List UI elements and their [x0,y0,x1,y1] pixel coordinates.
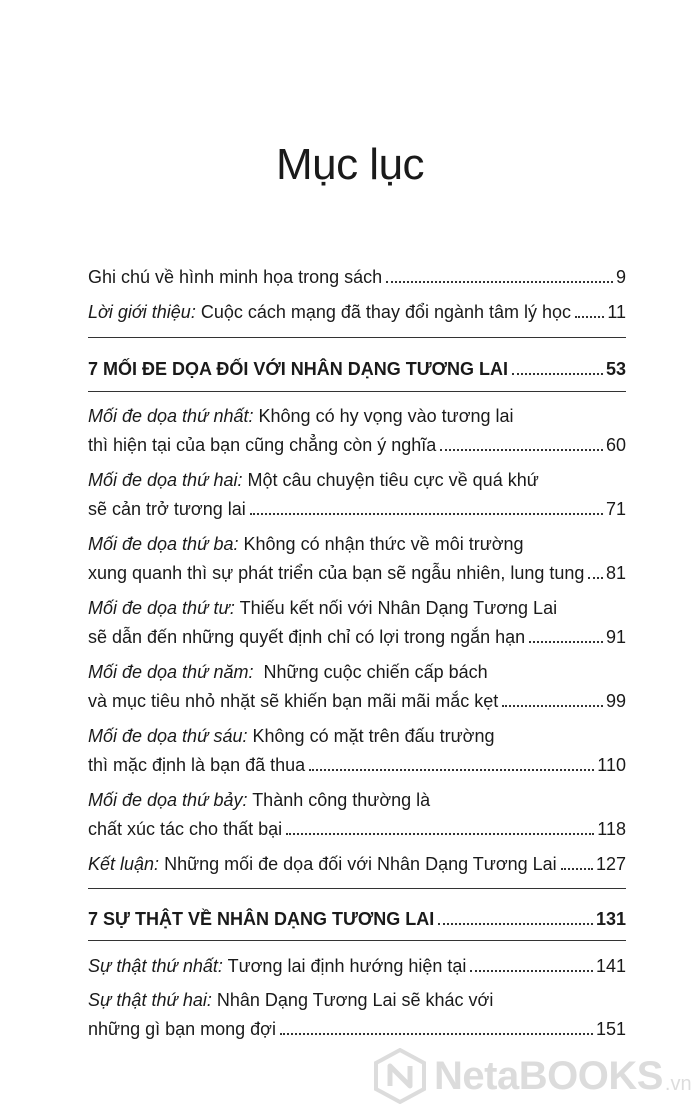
toc-page-number: 81 [605,563,626,583]
toc-entry-label: Mối đe dọa thứ ba: [88,534,239,554]
toc-entry-line1[interactable] [88,657,626,683]
toc-entry-line1[interactable] [88,401,626,427]
toc-part-heading[interactable] [88,354,626,380]
toc-entry-label: Lời giới thiệu: [88,302,196,322]
dot-leader [440,439,603,451]
toc-page-number: 53 [605,359,626,379]
toc-page-number: 99 [605,691,626,711]
section-divider [88,888,626,889]
dot-leader [386,271,613,283]
toc-entry-label: Sự thật thứ hai: [88,990,212,1010]
toc-entry-text: Không có mặt trên đấu trường [247,726,495,746]
dot-leader [438,913,593,925]
toc-entry-truth-1[interactable] [88,951,626,977]
toc-entry-text: thì mặc định là bạn đã thua [88,755,306,775]
toc-entry-text: Tương lai định hướng hiện tại [222,956,467,976]
watermark-tld: .vn [664,1072,692,1095]
toc-entry-label: Sự thật thứ nhất: [88,956,223,976]
toc-entry-label: Mối đe dọa thứ hai: [88,470,243,490]
toc-entry-text: Không có hy vọng vào tương lai [253,406,514,426]
dot-leader [575,306,604,318]
toc-entry-line2[interactable] [88,686,626,712]
dot-leader [309,759,594,771]
toc-entry-line2[interactable] [88,494,626,520]
toc-entry-text: xung quanh thì sự phát triển của bạn sẽ ngẫu nhiên, lung tung [88,563,585,583]
toc-entry-introduction[interactable] [88,297,626,323]
dot-leader [512,363,603,375]
toc-page-number: 60 [605,435,626,455]
part-title: 7 SỰ THẬT VỀ NHÂN DẠNG TƯƠNG LAI [88,909,435,929]
toc-entry-line2[interactable] [88,750,626,776]
page-title: Mục lục [275,140,425,189]
toc-entry-text: những gì bạn mong đợi [88,1019,276,1039]
toc-entry-label: Mối đe dọa thứ bảy: [88,790,248,810]
toc-entry-line1[interactable] [88,721,626,747]
toc-entry-illustrations[interactable] [88,262,626,288]
dot-leader [561,858,593,870]
part-title: 7 MỐI ĐE DỌA ĐỐI VỚI NHÂN DẠNG TƯƠNG LAI [88,359,508,379]
toc-entry-text: và mục tiêu nhỏ nhặt sẽ khiến bạn mãi mãi mắc kẹt [88,691,499,711]
toc-entry-text: Những mối đe dọa đối với Nhân Dạng Tương Lai [159,854,557,874]
toc-entry-line2[interactable] [88,558,626,584]
dot-leader [588,567,603,579]
toc-page-number: 131 [595,909,626,929]
toc-entry-text: Một câu chuyện tiêu cực về quá khứ [242,470,539,490]
toc-page-number: 71 [605,499,626,519]
toc-entry-line2[interactable] [88,622,626,648]
toc-part-heading[interactable] [88,904,626,930]
toc-entry-line2[interactable] [88,814,626,840]
toc-page-number: 9 [615,267,626,287]
toc-entry-label: Mối đe dọa thứ tư: [88,598,235,618]
toc-entry-line1[interactable] [88,985,626,1011]
netabooks-logo-icon [372,1048,428,1104]
watermark-brand: NetaBOOKS [434,1053,663,1098]
dot-leader [529,631,603,643]
toc-entry-line2[interactable] [88,1014,626,1040]
toc-page-number: 110 [597,755,626,775]
toc-entry-text: Không có nhận thức về môi trường [238,534,524,554]
toc-entry-label: Mối đe dọa thứ sáu: [88,726,248,746]
toc-entry-line1[interactable] [88,785,626,811]
dot-leader [502,695,603,707]
dot-leader [250,503,603,515]
toc-entry-text: sẽ cản trở tương lai [88,499,246,519]
section-divider [88,391,626,392]
toc-entry-line1[interactable] [88,529,626,555]
toc-entry-conclusion[interactable] [88,849,626,875]
toc-entry-label: Mối đe dọa thứ nhất: [88,406,254,426]
section-divider [88,940,626,941]
toc-entry-text: chất xúc tác cho thất bại [88,819,283,839]
toc-entry-text: Những cuộc chiến cấp bách [253,662,488,682]
toc-entry-label: Mối đe dọa thứ năm: [88,662,254,682]
toc-entry-line1[interactable] [88,465,626,491]
toc-entry-text: Cuộc cách mạng đã thay đổi ngành tâm lý học [195,302,572,322]
dot-leader [280,1023,593,1035]
toc-page-number: 141 [595,956,626,976]
dot-leader [286,823,594,835]
toc-page-number: 151 [595,1019,626,1039]
dot-leader [470,960,593,972]
section-divider [88,337,626,338]
toc-entry-line1[interactable] [88,593,626,619]
toc-entry-text: Thiếu kết nối với Nhân Dạng Tương Lai [234,598,558,618]
toc-entry-text: Ghi chú về hình minh họa trong sách [88,267,383,287]
toc-entry-text: Thành công thường là [247,790,431,810]
toc-entry-label: Kết luận: [88,854,160,874]
toc-page-number: 91 [605,627,626,647]
toc-page-number: 118 [597,819,626,839]
toc-entry-text: Nhân Dạng Tương Lai sẽ khác với [211,990,494,1010]
watermark [372,1046,692,1106]
toc-page-number: 127 [595,854,626,874]
toc-entry-text: thì hiện tại của bạn cũng chẳng còn ý nghĩa [88,435,437,455]
toc-page-number: 11 [607,302,626,322]
toc-entry-text: sẽ dẫn đến những quyết định chỉ có lợi trong ngắn hạn [88,627,526,647]
toc-entry-line2[interactable] [88,430,626,456]
